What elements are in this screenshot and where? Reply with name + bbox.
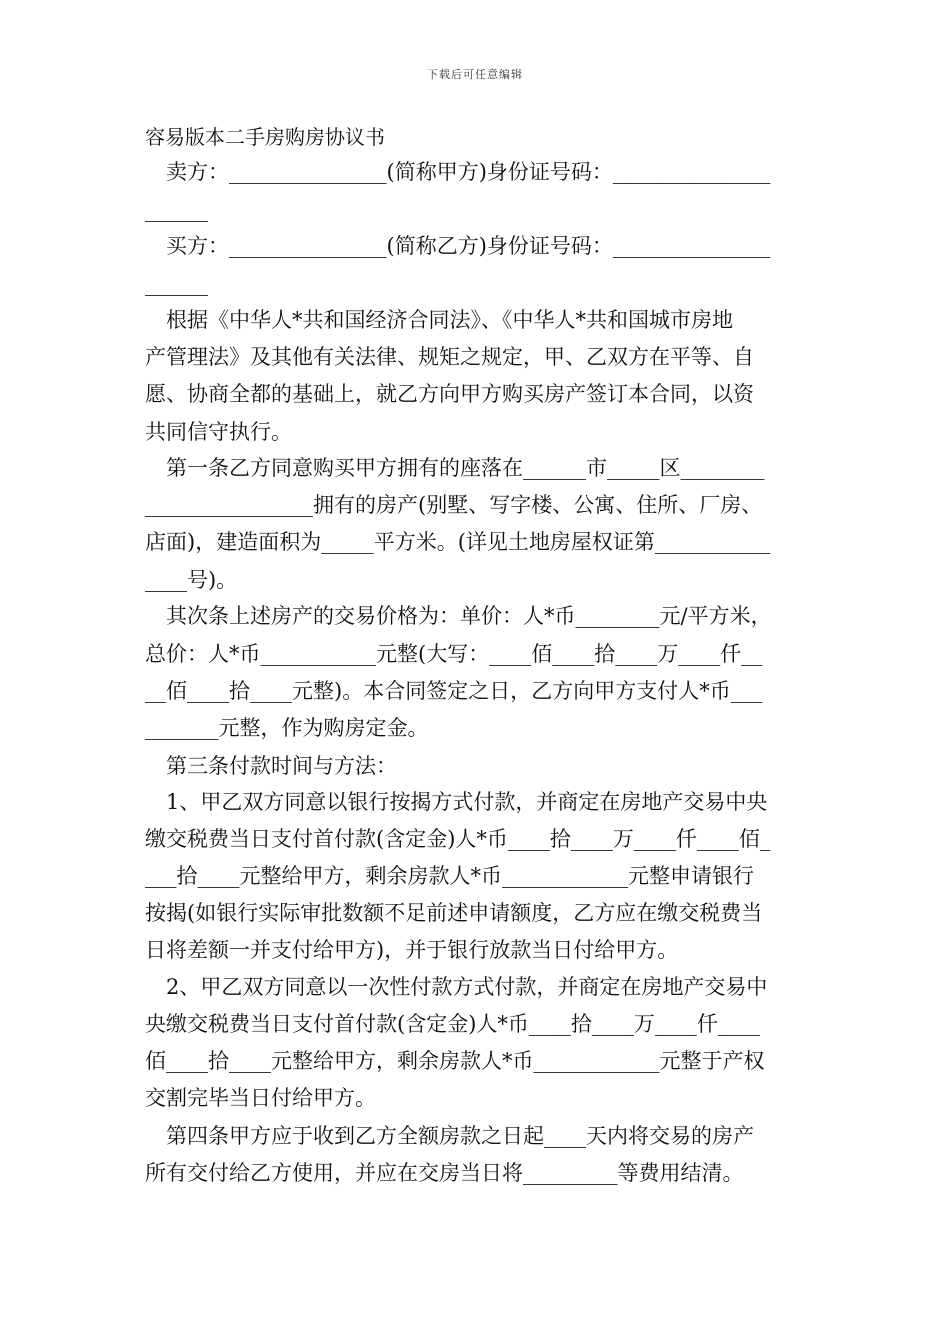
article-1-line: 店面)，建造面积为_____平方米。(详见土地房屋权证第___________ xyxy=(145,530,771,554)
article-3-item-2-line: 交割完毕当日付给甲方。 xyxy=(145,1086,376,1110)
article-2-line: 总价：人*币___________元整(大写：____佰____拾____万____仟__ xyxy=(145,642,763,666)
paragraph-line: 根据《中华人*共和国经济合同法》、《中华人*共和国城市房地 xyxy=(166,308,733,332)
seller-line: 卖方：_______________(简称甲方)身份证号码：_______________ xyxy=(166,160,771,184)
article-4-line: 所有交付给乙方使用，并应在交房当日将_________等费用结清。 xyxy=(145,1161,744,1185)
buyer-line: 买方：_______________(简称乙方)身份证号码：_______________ xyxy=(166,234,771,258)
article-1-line: ________________拥有的房产(别墅、写字楼、公寓、住所、厂房、 xyxy=(145,493,763,517)
article-1-line: ____号)。 xyxy=(145,568,238,592)
paragraph-line: 产管理法》及其他有关法律、规矩之规定，甲、乙双方在平等、自 xyxy=(145,345,754,369)
article-3-item-2-line: 2、甲乙双方同意以一次性付款方式付款，并商定在房地产交易中 xyxy=(166,975,768,999)
article-2-line: 其次条上述房产的交易价格为：单价：人*币________元/平方米， xyxy=(166,604,772,628)
article-3-item-1-line: 缴交税费当日支付首付款(含定金)人*币____拾____万____仟____佰_ xyxy=(145,827,771,851)
article-2-line: __佰____拾____元整)。本合同签定之日，乙方向甲方支付人*币___ xyxy=(145,679,763,703)
paragraph-line: 共同信守执行。 xyxy=(145,420,292,444)
article-3-item-1-line: 1、甲乙双方同意以银行按揭方式付款，并商定在房地产交易中央 xyxy=(166,790,768,814)
buyer-line-cont: ______ xyxy=(145,272,208,296)
document-title: 容易版本二手房购房协议书 xyxy=(145,125,385,149)
article-3-item-1-line: 日将差额一并支付给甲方)，并于银行放款当日付给甲方。 xyxy=(145,938,679,962)
article-3-item-2-line: 央缴交税费当日支付首付款(含定金)人*币____拾____万____仟____ xyxy=(145,1012,760,1036)
article-3-item-1-line: 按揭(如银行实际审批数额不足前述申请额度，乙方应在缴交税费当 xyxy=(145,901,763,925)
article-1-line: 第一条乙方同意购买甲方拥有的座落在______市_____区________ xyxy=(166,456,765,480)
article-4-line: 第四条甲方应于收到乙方全额房款之日起____天内将交易的房产 xyxy=(166,1124,754,1148)
article-2-line: _______元整，作为购房定金。 xyxy=(145,716,429,740)
paragraph-line: 愿、协商全都的基础上，就乙方向甲方购买房产签订本合同，以资 xyxy=(145,382,754,406)
article-3-heading: 第三条付款时间与方法： xyxy=(166,754,397,778)
article-3-item-1-line: ___拾____元整给甲方，剩余房款人*币____________元整申请银行 xyxy=(145,864,754,888)
seller-line-cont: ______ xyxy=(145,198,208,222)
header-note: 下载后可任意编辑 xyxy=(427,68,523,81)
article-3-item-2-line: 佰____拾____元整给甲方，剩余房款人*币____________元整于产权 xyxy=(145,1049,765,1073)
